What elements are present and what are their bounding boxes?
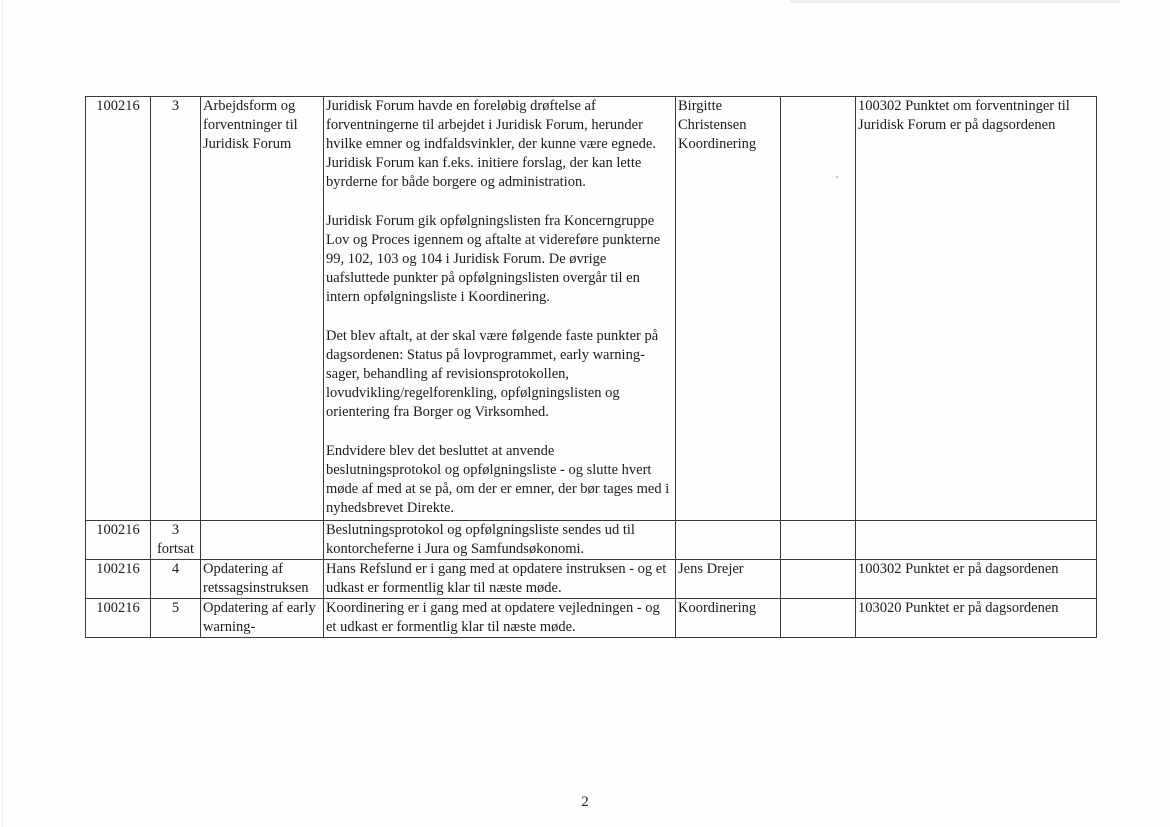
table-row (86, 97, 1097, 521)
subject-cell: Opdatering af retssagsinstruksen (201, 560, 324, 599)
status-cell (856, 521, 1097, 560)
date-cell: 100216 (86, 97, 151, 521)
subject-cell: Opdatering af early warning- (201, 599, 324, 638)
deadline-cell (781, 97, 856, 521)
status-cell: 100302 Punktet om forventninger til Juridisk Forum er på dagsordenen (856, 97, 1097, 521)
responsible-cell: Birgitte Christensen Koordinering (676, 97, 781, 521)
table-body (86, 97, 1097, 638)
status-cell: 103020 Punktet er på dagsordenen (856, 599, 1097, 638)
decision-protocol-table (85, 96, 1097, 638)
date-cell: 100216 (86, 599, 151, 638)
status-cell: 100302 Punktet er på dagsordenen (856, 560, 1097, 599)
deadline-cell (781, 560, 856, 599)
page-number: 2 (581, 794, 589, 810)
responsible-cell: Koordinering (676, 599, 781, 638)
subject-cell: Arbejdsform og forventninger til Juridisk Forum (201, 97, 324, 521)
description-paragraph: Juridisk Forum havde en foreløbig drøftelse af forventningerne til arbejdet i Juridisk Forum, herunder hvilke emner og indfaldsvinkler, der kunne være egnede. Juridisk Forum kan f.eks. initiere forslag, der kan lette byrderne for både borgere og administration. (326, 98, 656, 190)
description-paragraph: Koordinering er i gang med at opdatere vejledningen - og et udkast er formentlig klar til næste møde. (326, 600, 660, 635)
item-number-cell: 3 fortsat (151, 521, 201, 560)
subject-cell (201, 521, 324, 560)
deadline-cell (781, 521, 856, 560)
responsible-cell (676, 521, 781, 560)
item-number-cell: 4 (151, 560, 201, 599)
description-cell (324, 97, 676, 521)
description-cell (324, 560, 676, 599)
scan-edge-line (2, 0, 3, 827)
item-number-cell: 5 (151, 599, 201, 638)
table-row (86, 560, 1097, 599)
description-paragraph: Juridisk Forum gik opfølgningslisten fra Koncerngruppe Lov og Proces igennem og aftalte at videreføre punkterne 99, 102, 103 og 104 i Juridisk Forum. De øvrige uafsluttede punkter på opfølgningslisten overgår til en intern opfølgningsliste i Koordinering. (326, 213, 661, 305)
responsible-cell: Jens Drejer (676, 560, 781, 599)
table-row (86, 599, 1097, 638)
item-number-cell: 3 (151, 97, 201, 521)
description-paragraph: Hans Refslund er i gang med at opdatere instruksen - og et udkast er formentlig klar til næste møde. (326, 561, 667, 596)
description-cell (324, 521, 676, 560)
description-paragraph: Det blev aftalt, at der skal være følgende faste punkter på dagsordenen: Status på lovprogrammet, early warning-sager, behandling af revisionsprotokollen, lovudvikling/regelforenkling, opfølgningslisten og orientering fra Borger og Virksomhed. (326, 328, 659, 420)
date-cell: 100216 (86, 560, 151, 599)
description-paragraph: Endvidere blev det besluttet at anvende beslutningsprotokol og opfølgningsliste - og slutte hvert møde af med at se på, om der er emner, der bør tages med i nyhedsbrevet Direkte. (326, 443, 670, 516)
scan-edge-mark (790, 0, 1120, 3)
date-cell: 100216 (86, 521, 151, 560)
description-paragraph: Beslutningsprotokol og opfølgningsliste sendes ud til kontorcheferne i Jura og Samfundsøkonomi. (326, 522, 635, 557)
table-row (86, 521, 1097, 560)
deadline-cell (781, 599, 856, 638)
description-cell (324, 599, 676, 638)
